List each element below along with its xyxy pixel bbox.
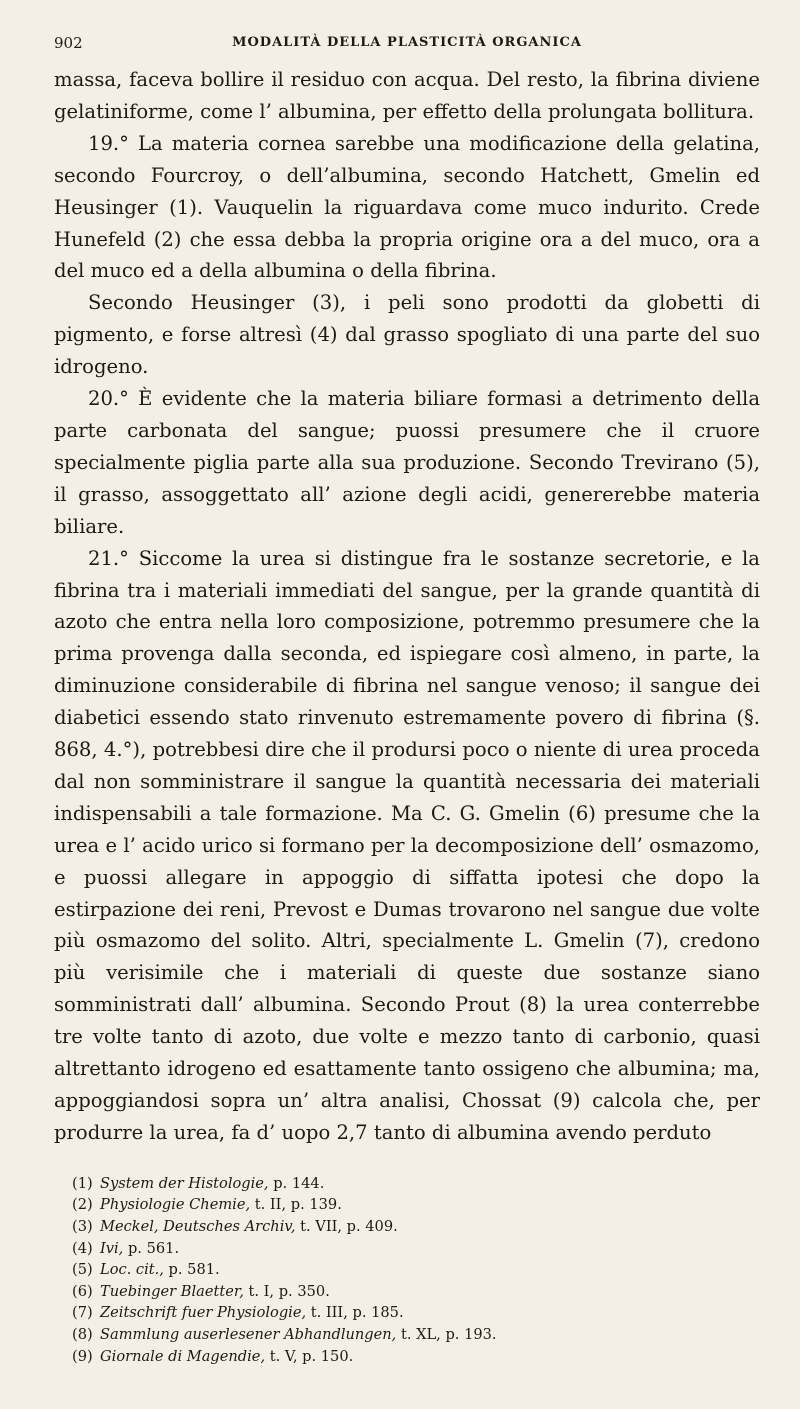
footnote xyxy=(54,1238,760,1260)
paragraph-20: 20.° È evidente che la materia biliare formasi a detrimento della parte carbonata del sangue; puossi presumere che il cruore specialmente piglia parte alla sua produzione. Secondo Treviranο (5), il grasso, assoggettato all’ azione degli acidi, genererebbe materia biliare. xyxy=(54,387,760,538)
footnote xyxy=(54,1216,760,1238)
footnote-number: (2) xyxy=(72,1196,93,1214)
footnote-number: (6) xyxy=(72,1282,93,1300)
footnote-reference: t. V, p. 150. xyxy=(265,1347,354,1365)
footnote-number: (5) xyxy=(72,1261,93,1279)
footnote-number: (9) xyxy=(72,1347,93,1365)
footnote-number: (8) xyxy=(72,1325,93,1343)
paragraph-continuation: massa, faceva bollire il residuo con acqua. Del resto, la fibrina diviene gelatiniforme, come l’ albumina, per effetto della prolungata bollitura. xyxy=(54,68,760,123)
footnote-work: Physiologie Chemie, xyxy=(100,1196,251,1214)
footnote-reference: p. 581. xyxy=(163,1261,220,1279)
footnote xyxy=(54,1302,760,1324)
paragraph-heusinger: Secondo Heusinger (3), i peli sono prodotti da globetti di pigmento, e forse altresì (4) dal grasso spogliato di una parte del suo idrogeno. xyxy=(54,291,760,379)
footnote xyxy=(54,1259,760,1281)
footnote-reference: t. XL, p. 193. xyxy=(396,1325,497,1343)
footnote-work: Ivi, xyxy=(100,1239,124,1257)
footnote-work: Giornale di Magendie, xyxy=(100,1347,266,1365)
footnote-reference: t. VII, p. 409. xyxy=(295,1218,398,1235)
running-title: MODALITÀ DELLA PLASTICITÀ ORGANICA xyxy=(232,35,582,50)
footnote-work: Zeitschrift fuer Physiologie, xyxy=(100,1304,307,1322)
paragraph-19: 19.° La materia cornea sarebbe una modificazione della gelatina, secondo Fourcroy, o dell’albumina, secondo Hatchett, Gmelin ed Heusinger (1). Vauquelin la riguardava come muco indurito. Crede Hunefeld (2) che essa debba la propria origine ora a del muco, ora a del muco ed a della albumina o della fibrina. xyxy=(54,131,760,283)
footnote xyxy=(54,1346,760,1368)
paragraph-21: 21.° Siccome la urea si distingue fra le sostanze secretorie, e la fibrina tra i materiali immediati del sangue, per la grande quantità di azoto che entra nella loro composizione, potremmo presumere che la prima provenga dalla seconda, ed ispiegare così almeno, in parte, la diminuzione considerabile di fibrina nel sangue venoso; il sangue dei diabetici essendo stato rinvenuto estremamente povero di fibrina (§. 868, 4.°), potrebbesi dire che il prodursi poco o niente di urea proceda dal non somministrare il sangue la quantità necessaria dei materiali indispensabili a tale formazione. Ma C. G. Gmelin (6) presume che la urea e l’ acido urico si formano per la decomposizione dell’ osmazomo, e puossi allegare in appoggio di siffatta ipotesi che dopo la estirpazione dei reni, Prevost e Dumas trovarono nel sangue due volte più osmazomo del solito. Altri, specialmente L. Gmelin (7), credono più verisimile che i materiali di queste due sostanze siano somministrati dall’ albumina. Secondo Prout (8) la urea conterrebbe tre volte tanto di azoto, due volte e mezzo tanto di carbonio, quasi altrettanto idrogeno ed esattamente tanto ossigeno che albumina; ma, appoggiandosi sopra un’ altra analisi, Chossat (9) calcola che, per produrre la urea, fa d’ uopo 2,7 tanto di albumina avendo perduto xyxy=(54,546,760,1144)
footnote-reference: t. II, p. 139. xyxy=(250,1196,342,1214)
footnote-work: Meckel, Deutsches Archiv, xyxy=(100,1218,296,1235)
running-head xyxy=(54,34,760,60)
footnote-number: (4) xyxy=(72,1239,93,1257)
body-text xyxy=(54,64,760,1149)
footnote-number: (3) xyxy=(72,1218,93,1235)
footnote-reference: t. III, p. 185. xyxy=(306,1304,404,1322)
footnote xyxy=(54,1194,760,1216)
footnote-number: (1) xyxy=(72,1174,93,1192)
footnote xyxy=(54,1173,760,1195)
page-number: 902 xyxy=(54,34,83,52)
footnote-number: (7) xyxy=(72,1304,93,1322)
footnote-work: Loc. cit., xyxy=(100,1261,164,1279)
footnote-reference: p. 144. xyxy=(268,1174,325,1192)
footnote-reference: t. I, p. 350. xyxy=(243,1282,330,1300)
footnote-work: System der Histologie, xyxy=(100,1174,269,1192)
footnote xyxy=(54,1324,760,1346)
footnote-work: Sammlung auserlesener Abhandlungen, xyxy=(100,1325,397,1343)
footnotes xyxy=(54,1173,760,1367)
footnote-work: Tuebinger Blaetter, xyxy=(100,1282,244,1300)
page xyxy=(54,34,760,1367)
footnote-reference: p. 561. xyxy=(123,1239,180,1257)
footnote xyxy=(54,1281,760,1303)
